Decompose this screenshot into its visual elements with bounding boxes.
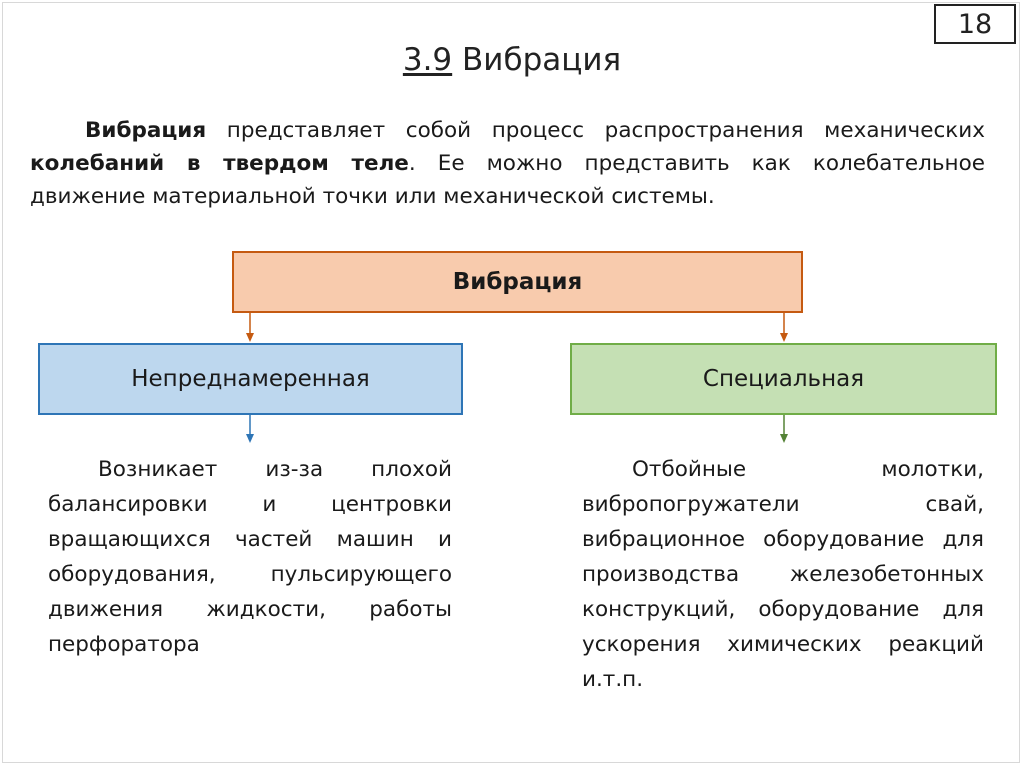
intro-paragraph — [30, 114, 985, 213]
node-unintentional — [38, 343, 463, 415]
node-special-label: Специальная — [702, 366, 865, 392]
node-unintentional-label: Непреднамеренная — [131, 366, 370, 392]
unintentional-description: Возникает из-за плохой балансировки и центровки вращающихся частей машин и оборудования, пульсирующего движения жидкости, работы перфоратора — [48, 457, 452, 657]
special-description: Отбойные молотки, вибропогружатели свай, вибрационное оборудование для производства железобетонных конструкций, оборудование для ускорения химических реакций и.т.п. — [582, 457, 984, 692]
title-number: 3.9 — [402, 42, 453, 78]
intro-text-2: . Ее можно представить как колебательное движение материальной точки или механической системы. — [30, 151, 985, 209]
intro-bold-phrase: колебаний в твердом теле — [30, 151, 409, 176]
root-node-vibration — [232, 251, 803, 313]
intro-term: Вибрация — [85, 118, 207, 143]
title-text: Вибрация — [462, 42, 622, 78]
node-special — [570, 343, 997, 415]
slide-title — [0, 38, 1024, 82]
page-number: 18 — [934, 4, 1016, 44]
intro-text-1: представляет собой процесс распространения механических — [206, 118, 985, 143]
root-node-label: Вибрация — [452, 269, 583, 295]
